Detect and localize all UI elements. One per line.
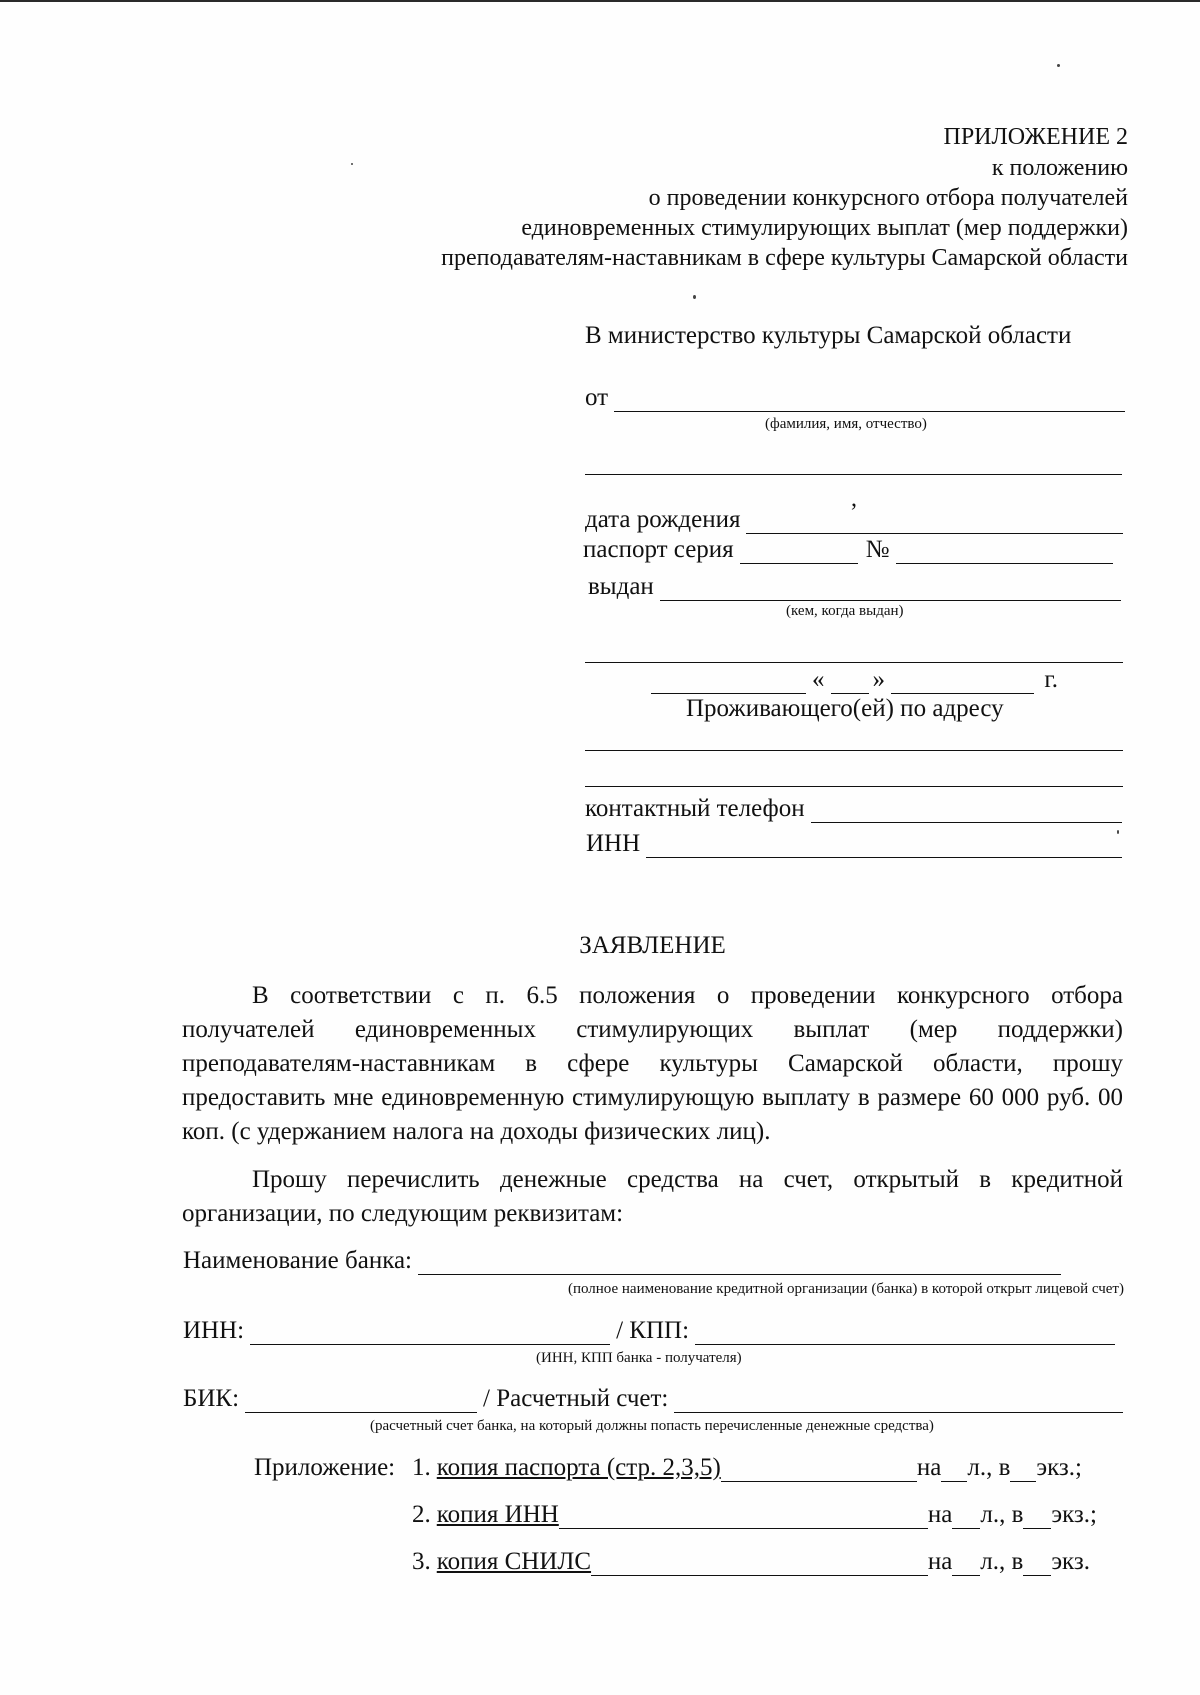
birth-date-field[interactable] <box>585 506 1123 534</box>
attachment-3-text: копия СНИЛС <box>436 1548 592 1575</box>
scan-speck <box>693 295 696 299</box>
address-line-1[interactable] <box>585 750 1123 751</box>
from-label: от <box>585 384 609 411</box>
inn-kpp-hint: (ИНН, КПП банка - получателя) <box>536 1350 742 1366</box>
passport-series-line[interactable] <box>740 541 858 564</box>
account-label: / Расчетный счет: <box>483 1385 669 1412</box>
header-line-3: о проведении конкурсного отбора получателей <box>648 185 1128 211</box>
account-line[interactable] <box>674 1390 1123 1413</box>
passport-number-line[interactable] <box>896 541 1113 564</box>
statement-title: ЗАЯВЛЕНИЕ <box>579 932 726 959</box>
issue-month-line[interactable] <box>831 671 869 694</box>
attachment-2-sheets: л., в <box>980 1501 1024 1528</box>
phone-label: контактный телефон <box>585 795 805 822</box>
bik-account-field <box>183 1385 1123 1413</box>
address-line-2[interactable] <box>585 786 1123 787</box>
bank-name-label: Наименование банка: <box>183 1247 413 1274</box>
passport-number-label: № <box>865 536 890 563</box>
birth-date-label: дата рождения <box>585 506 741 533</box>
bank-inn-line[interactable] <box>250 1322 610 1345</box>
attachment-1-copies: экз.; <box>1036 1454 1082 1481</box>
statement-paragraph-1 <box>182 979 1123 1149</box>
attachment-3-na: на <box>927 1548 953 1575</box>
from-hint: (фамилия, имя, отчество) <box>765 416 927 432</box>
passport-series-label: паспорт серия <box>583 536 734 563</box>
attachment-1-text: копия паспорта (стр. 2,3,5) <box>436 1454 721 1481</box>
header-line-4: единовременных стимулирующих выплат (мер поддержки) <box>521 215 1128 241</box>
bank-name-hint: (полное наименование кредитной организации (банка) в которой открыт лицевой счет) <box>567 1281 1124 1297</box>
header-line-2: к положению <box>991 155 1128 181</box>
statement-paragraph-1-text: В соответствии с п. 6.5 положения о проведении конкурсного отбора получателей единовременных стимулирующих выплат (мер поддержки) преподавателям-наставникам в сфере культуры Самарской области, прошу предоставить мне единовременную стимулирующую выплату в размере 60 000 руб. 00 коп. (с удержанием налога на доходы физических лиц). <box>182 982 1123 1145</box>
attachment-2-sheets-line[interactable] <box>952 1506 980 1529</box>
attachment-3-copies: экз. <box>1051 1548 1090 1575</box>
bank-kpp-line[interactable] <box>695 1322 1115 1345</box>
birth-date-line[interactable] <box>746 511 1123 534</box>
attachment-3-copies-line[interactable] <box>1023 1553 1051 1576</box>
issue-year-line[interactable] <box>891 671 1034 694</box>
header-line-5: преподавателям-наставникам в сфере культуры Самарской области <box>441 245 1128 271</box>
attachment-1-sheets: л., в <box>967 1454 1011 1481</box>
scan-top-edge <box>0 0 1200 2</box>
bank-inn-label: ИНН: <box>183 1317 245 1344</box>
scan-speck <box>1057 64 1060 67</box>
bik-line[interactable] <box>245 1390 477 1413</box>
attachment-1-copies-line[interactable] <box>1010 1459 1036 1482</box>
scan-speck <box>351 163 353 165</box>
attachment-2-copies: экз.; <box>1051 1501 1097 1528</box>
issued-line-2[interactable] <box>585 662 1123 663</box>
from-line-2[interactable] <box>585 474 1122 475</box>
inn-field[interactable] <box>586 830 1122 858</box>
addressee-to: В министерство культуры Самарской области <box>585 322 1072 349</box>
issue-day-line[interactable] <box>651 671 806 694</box>
attachments-label: Приложение: <box>254 1454 396 1481</box>
passport-field <box>583 536 1113 564</box>
phone-field[interactable] <box>585 795 1122 823</box>
attachment-2-number: 2. <box>412 1501 431 1528</box>
account-hint: (расчетный счет банка, на который должны попасть перечисленные денежные средства) <box>370 1418 934 1434</box>
issue-date-field <box>651 666 1058 694</box>
attachment-2-text: копия ИНН <box>436 1501 559 1528</box>
bank-name-field[interactable] <box>183 1247 1061 1275</box>
date-close-quote: » <box>872 666 885 693</box>
inn-kpp-field <box>183 1317 1115 1345</box>
year-suffix: г. <box>1044 666 1058 693</box>
attachment-2-line[interactable] <box>559 1506 928 1529</box>
inn-label: ИНН <box>586 830 641 857</box>
attachment-3-sheets: л., в <box>980 1548 1024 1575</box>
attachment-2-copies-line[interactable] <box>1023 1506 1051 1529</box>
inn-line[interactable] <box>646 835 1122 858</box>
attachment-3-number: 3. <box>412 1548 431 1575</box>
bank-name-line[interactable] <box>418 1252 1061 1275</box>
bank-kpp-label: / КПП: <box>616 1317 690 1344</box>
attachment-1-number: 1. <box>412 1454 431 1481</box>
bik-label: БИК: <box>183 1385 240 1412</box>
attachment-1-sheets-line[interactable] <box>941 1459 967 1482</box>
attachment-3-line[interactable] <box>591 1553 928 1576</box>
phone-line[interactable] <box>811 800 1122 823</box>
issued-field[interactable] <box>588 573 1121 601</box>
header-line-1: ПРИЛОЖЕНИЕ 2 <box>943 124 1128 150</box>
comma-mark: , <box>851 486 857 512</box>
issued-label: выдан <box>588 573 654 600</box>
attachment-1-na: на <box>916 1454 942 1481</box>
residing-label: Проживающего(ей) по адресу <box>686 695 1004 722</box>
statement-paragraph-2-text: Прошу перечислить денежные средства на счет, открытый в кредитной организации, по следующим реквизитам: <box>182 1166 1123 1227</box>
attachment-item-1 <box>412 1454 1082 1482</box>
attachment-3-sheets-line[interactable] <box>952 1553 980 1576</box>
statement-paragraph-2 <box>182 1163 1123 1231</box>
attachment-item-3 <box>412 1548 1090 1576</box>
issued-line[interactable] <box>660 578 1121 601</box>
scan-speck <box>1117 830 1119 834</box>
date-open-quote: « <box>812 666 825 693</box>
attachment-item-2 <box>412 1501 1097 1529</box>
attachment-1-line[interactable] <box>721 1459 917 1482</box>
from-field[interactable] <box>585 384 1125 412</box>
issued-hint: (кем, когда выдан) <box>786 603 904 619</box>
from-line[interactable] <box>614 389 1125 412</box>
attachment-2-na: на <box>927 1501 953 1528</box>
